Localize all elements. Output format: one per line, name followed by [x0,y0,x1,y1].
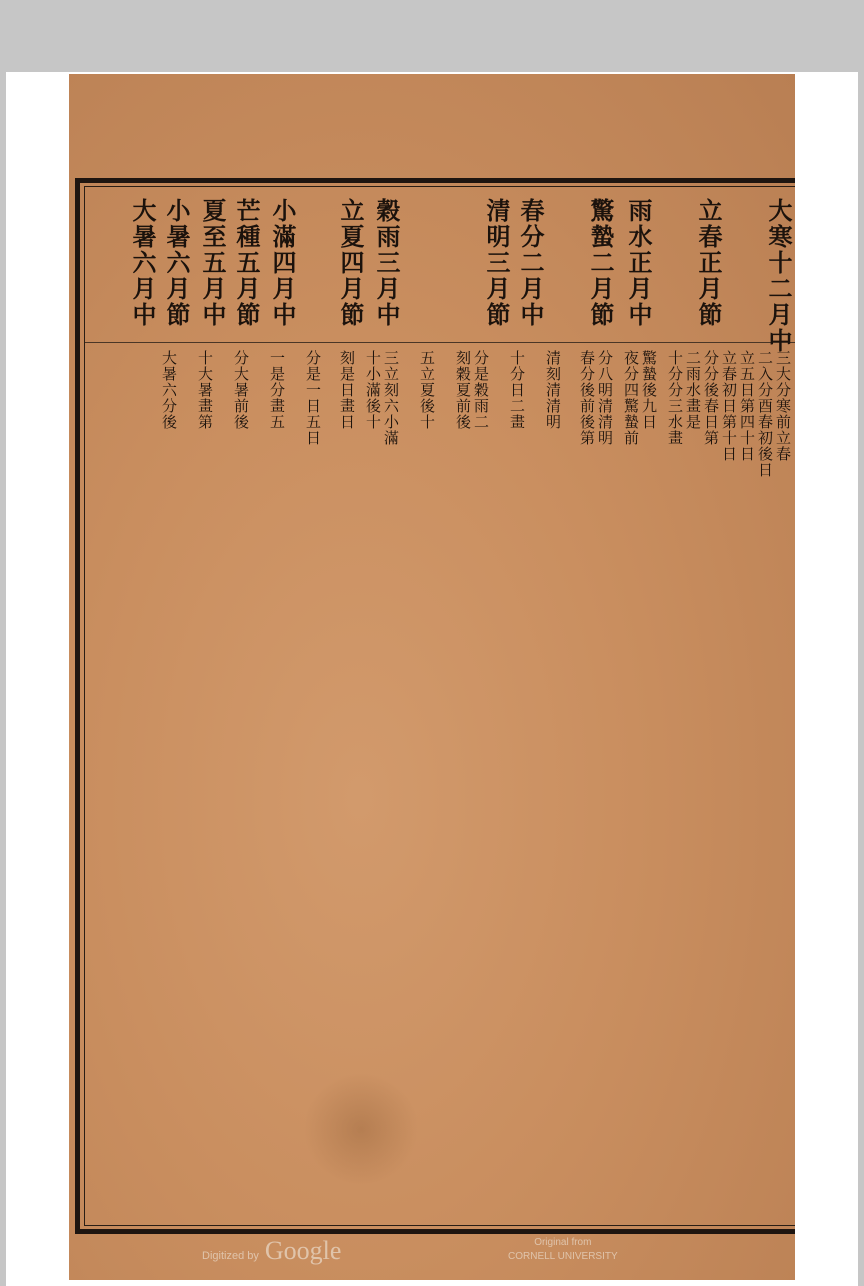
body-col: 立五日第四十日 [738,350,756,462]
cornell-label: CORNELL UNIVERSITY [508,1251,618,1262]
body-col: 十分分三水畫 [666,350,684,446]
google-watermark [202,1236,341,1266]
heading-col: 雨水正月中 [624,198,653,328]
body-col: 清刻清清明 [544,350,562,430]
heading-col: 大暑六月中 [128,198,157,328]
body-col: 十分日二畫 [508,350,526,430]
body-col: 分是穀雨二 [472,350,490,430]
digitized-label: Digitized by [202,1250,259,1262]
cornell-watermark [508,1236,618,1264]
document-page [69,74,795,1280]
heading-divider [85,342,795,343]
body-col: 大暑六分後 [160,350,178,430]
heading-col: 小暑六月節 [162,198,191,328]
heading-col: 夏至五月中 [198,198,227,328]
body-col: 春分後前後第 [578,350,596,446]
heading-col: 驚蟄二月節 [586,198,615,328]
body-col: 一是分畫五 [268,350,286,430]
body-col: 分大暑前後 [232,350,250,430]
heading-col: 芒種五月節 [232,198,261,328]
body-col: 驚蟄後九日 [640,350,658,430]
body-col: 三立刻六小滿 [382,350,400,446]
original-label: Original from [534,1237,592,1248]
body-col: 五立夏後十 [418,350,436,430]
heading-col: 春分二月中 [516,198,545,328]
body-col: 刻穀夏前後 [454,350,472,430]
heading-col: 清明三月節 [482,198,511,328]
body-col: 十大暑畫第 [196,350,214,430]
body-col: 立春初日第十日 [720,350,738,462]
body-col: 夜分四驚蟄前 [622,350,640,446]
body-col: 三大分寒前立春 [774,350,792,462]
body-col: 二入分酉春初後日 [756,350,774,478]
body-col: 分是一日五日 [304,350,322,446]
body-col: 分八明清清明 [596,350,614,446]
body-col: 二雨水畫是 [684,350,702,430]
heading-col: 穀雨三月中 [372,198,401,328]
heading-col: 小滿四月中 [268,198,297,328]
body-col: 十小滿後十 [364,350,382,430]
heading-col: 立春正月節 [694,198,723,328]
body-col: 刻是日畫日 [338,350,356,430]
heading-col: 大寒十二月中 [764,198,793,354]
body-col: 分分後春日第 [702,350,720,446]
heading-col: 立夏四月節 [336,198,365,328]
google-logo-text: Google [264,1236,342,1265]
